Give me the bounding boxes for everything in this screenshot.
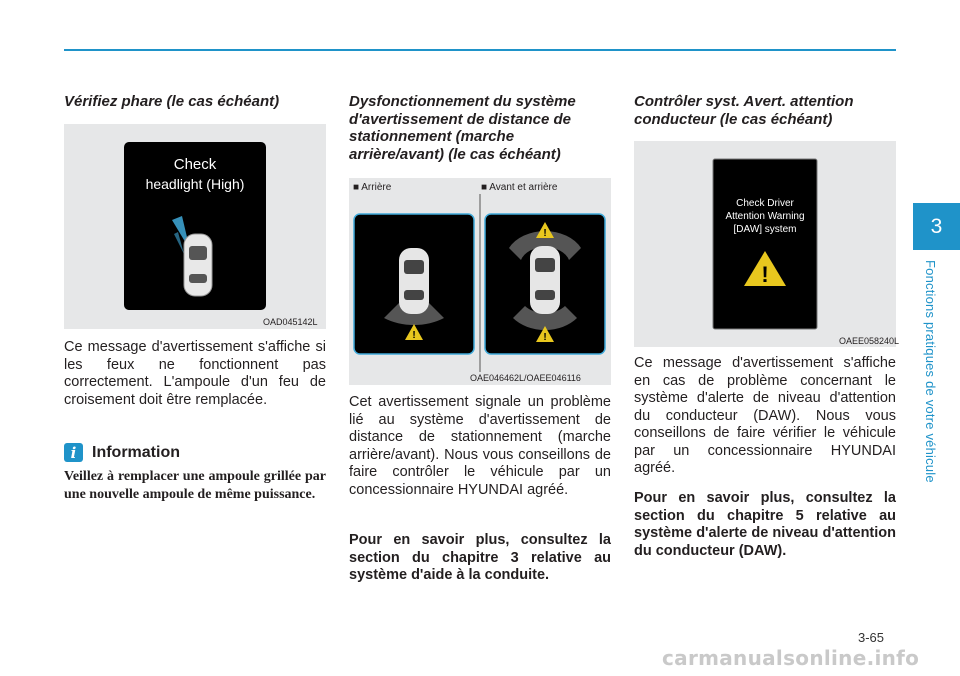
information-header xyxy=(64,443,180,462)
svg-text:!: ! xyxy=(761,262,769,287)
figure-label-front-rear: ■ Avant et arrière xyxy=(481,182,558,193)
car-topview-icon xyxy=(530,246,560,314)
chapter-number-tab: 3 xyxy=(913,203,960,250)
svg-text:!: ! xyxy=(412,330,416,341)
section-heading: Contrôler syst. Avert. attention conducteur (le cas échéant) xyxy=(634,93,854,128)
figure-parking-warning xyxy=(349,178,611,385)
chapter-title: Fonctions pratiques de votre véhicule xyxy=(923,260,938,483)
figure-headlight-warning xyxy=(64,124,326,329)
figure-code: OAEE058240L xyxy=(839,336,900,346)
car-topview-icon xyxy=(184,234,212,296)
screen-text-line2: headlight (High) xyxy=(145,176,245,192)
watermark: carmanualsonline.info xyxy=(662,646,920,670)
page-number: 3-65 xyxy=(858,630,885,645)
screen-text-line3: [DAW] system xyxy=(733,224,797,235)
information-label: Information xyxy=(92,443,180,461)
section-note: Pour en savoir plus, consultez la section du chapitre 3 relative au système d'aide à la conduite. xyxy=(349,532,611,583)
headlight-screen-illustration xyxy=(64,124,326,329)
section-body: Ce message d'avertissement s'affiche en cas de problème concernant le système d'alerte de niveau d'attention du conducteur (DAW). Nous vous conseillons de faire vérifier le véhicule par un concessionnaire HYUNDAI agréé. xyxy=(634,355,896,476)
section-note: Pour en savoir plus, consultez la section du chapitre 5 relative au système d'alerte de niveau d'attention du conducteur (DAW). xyxy=(634,490,896,559)
svg-text:!: ! xyxy=(543,332,547,343)
section-headlight xyxy=(64,93,326,111)
car-topview-icon xyxy=(399,248,429,314)
parking-screens-illustration xyxy=(349,178,611,385)
screen-text-line1: Check xyxy=(173,156,217,173)
section-heading: Dysfonctionnement du système d'avertissement de distance de stationnement (marche arrière/avant) (le cas échéant) xyxy=(349,93,576,163)
section-parking-distance xyxy=(349,93,611,163)
information-icon: i xyxy=(64,443,83,462)
figure-code: OAE046462L/OAEE046116 xyxy=(470,373,581,383)
section-heading: Vérifiez phare (le cas échéant) xyxy=(64,93,280,110)
figure-code: OAD045142L xyxy=(263,317,318,327)
figure-daw-warning xyxy=(634,141,900,347)
header-rule xyxy=(64,49,896,51)
section-driver-attention xyxy=(634,93,896,128)
daw-screen-illustration xyxy=(634,141,896,347)
screen-text-line1: Check Driver xyxy=(736,198,794,209)
figure-label-rear: ■ Arrière xyxy=(353,182,392,193)
svg-text:!: ! xyxy=(543,228,547,239)
section-body: Cet avertissement signale un problème lié au système d'avertissement de distance de stationnement (marche arrière/avant). Nous vous conseillons de faire contrôler le véhicule par un concessionnaire HYUNDAI agréé. xyxy=(349,394,611,498)
section-body: Ce message d'avertissement s'affiche si les feux ne fonctionnent pas correctement. L'ampoule d'un feu de croisement doit être remplacée. xyxy=(64,339,326,408)
screen-text-line2: Attention Warning xyxy=(725,211,805,222)
information-text: Veillez à remplacer une ampoule grillée par une nouvelle ampoule de même puissance. xyxy=(64,469,326,502)
